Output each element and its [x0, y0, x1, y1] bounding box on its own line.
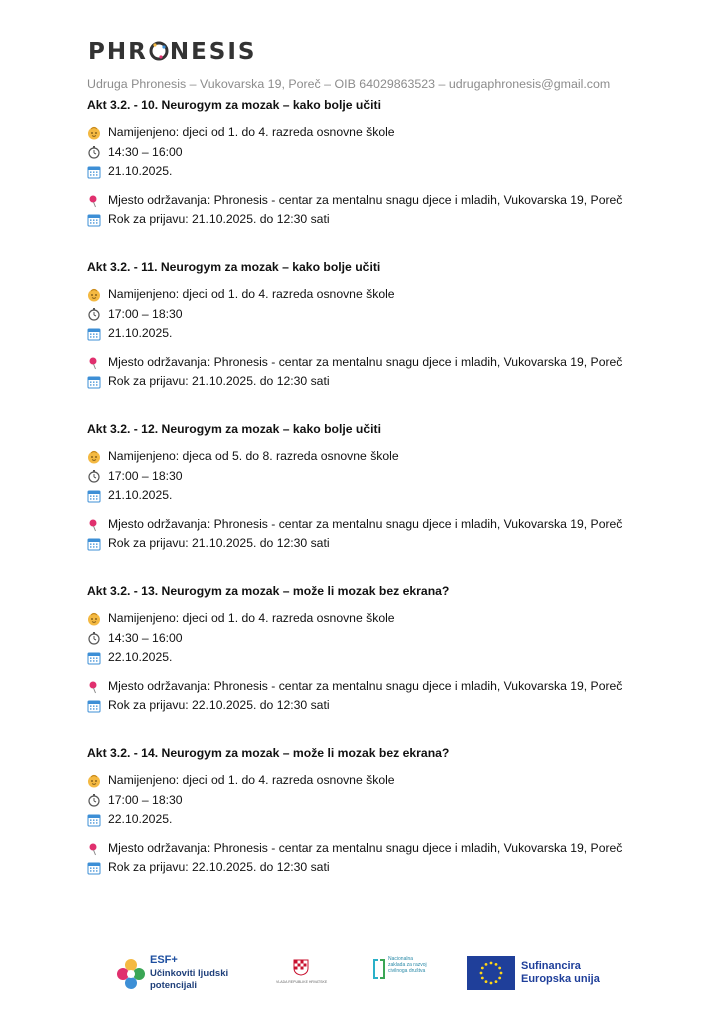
- pin-icon: [87, 842, 101, 856]
- location-row: [87, 353, 687, 373]
- eu-line1: Sufinancira: [521, 960, 581, 972]
- phronesis-logo: [88, 38, 256, 66]
- activity-block: [87, 582, 687, 716]
- eu-star: [490, 962, 493, 965]
- date-text: 22.10.2025.: [108, 812, 173, 827]
- date-row: [87, 486, 687, 506]
- location-text: Mjesto održavanja: Phronesis - centar za mentalnu snagu djece i mladih, Vukovarska 19, Poreč: [108, 354, 623, 369]
- calendar-icon: [87, 861, 101, 875]
- child-face-icon: [87, 288, 101, 302]
- location-row: [87, 839, 687, 859]
- child-face-icon: [87, 126, 101, 140]
- calendar-icon: [87, 165, 101, 179]
- time-row: [87, 791, 687, 811]
- audience-text: Namijenjeno: djeci od 1. do 4. razreda osnovne škole: [108, 125, 395, 139]
- deadline-text: Rok za prijavu: 21.10.2025. do 12:30 sati: [108, 212, 330, 227]
- date-row: [87, 324, 687, 344]
- location-text: Mjesto održavanja: Phronesis - centar za mentalnu snagu djece i mladih, Vukovarska 19, Poreč: [108, 516, 623, 531]
- logo-o-icon: [149, 41, 169, 61]
- time-row: [87, 467, 687, 487]
- eu-cofunded-logo: [467, 956, 607, 990]
- activity-block: [87, 96, 687, 230]
- eu-star: [498, 977, 501, 980]
- time-row: [87, 143, 687, 163]
- audience-text: Namijenjeno: djeci od 1. do 4. razreda osnovne škole: [108, 773, 395, 787]
- audience-row: [87, 285, 687, 305]
- child-face-icon: [87, 450, 101, 464]
- location-row: [87, 191, 687, 211]
- activity-title: Akt 3.2. - 11. Neurogym za mozak – kako bolje učiti: [87, 260, 381, 274]
- activity-block: [87, 258, 687, 392]
- eu-line2: Europska unija: [521, 973, 600, 985]
- location-text: Mjesto održavanja: Phronesis - centar za mentalnu snagu djece i mladih, Vukovarska 19, Poreč: [108, 840, 623, 855]
- activity-title: Akt 3.2. - 12. Neurogym za mozak – kako bolje učiti: [87, 422, 381, 436]
- date-text: 21.10.2025.: [108, 488, 173, 503]
- deadline-text: Rok za prijavu: 22.10.2025. do 12:30 sati: [108, 698, 330, 713]
- child-face-icon: [87, 612, 101, 626]
- eu-star: [481, 977, 484, 980]
- eu-star: [481, 967, 484, 970]
- location-text: Mjesto održavanja: Phronesis - centar za mentalnu snagu djece i mladih, Vukovarska 19, Poreč: [108, 678, 623, 693]
- deadline-row: [87, 534, 687, 554]
- activity-title: Akt 3.2. - 14. Neurogym za mozak – može li mozak bez ekrana?: [87, 746, 450, 760]
- stopwatch-icon: [87, 631, 101, 645]
- eu-star: [500, 972, 503, 975]
- time-text: 14:30 – 16:00: [108, 630, 183, 645]
- funding-logos-footer: [0, 948, 723, 998]
- deadline-text: Rok za prijavu: 22.10.2025. do 12:30 sati: [108, 860, 330, 875]
- stopwatch-icon: [87, 469, 101, 483]
- eu-star: [498, 967, 501, 970]
- audience-text: Namijenjeno: djeca od 5. do 8. razreda osnovne škole: [108, 449, 399, 463]
- esf-flower-icon: [116, 956, 146, 992]
- esf-plus-label: ESF+: [150, 954, 178, 966]
- calendar-icon: [87, 489, 101, 503]
- time-text: 14:30 – 16:00: [108, 144, 183, 159]
- time-row: [87, 305, 687, 325]
- audience-text: Namijenjeno: djeci od 1. do 4. razreda osnovne škole: [108, 287, 395, 301]
- national-foundation-logo: [372, 956, 442, 996]
- deadline-row: [87, 858, 687, 878]
- calendar-icon: [87, 213, 101, 227]
- activity-block: [87, 744, 687, 878]
- date-row: [87, 648, 687, 668]
- esf-program-line2: potencijali: [150, 980, 197, 991]
- calendar-icon: [87, 375, 101, 389]
- date-text: 21.10.2025.: [108, 326, 173, 341]
- location-text: Mjesto održavanja: Phronesis - centar za mentalnu snagu djece i mladih, Vukovarska 19, Poreč: [108, 192, 623, 207]
- bracket-icon: [372, 958, 386, 980]
- activity-title: Akt 3.2. - 10. Neurogym za mozak – kako bolje učiti: [87, 98, 381, 112]
- date-row: [87, 810, 687, 830]
- calendar-icon: [87, 327, 101, 341]
- pin-icon: [87, 194, 101, 208]
- eu-star: [485, 963, 488, 966]
- audience-row: [87, 771, 687, 791]
- calendar-icon: [87, 537, 101, 551]
- esf-logo: [116, 954, 236, 994]
- calendar-icon: [87, 699, 101, 713]
- croatian-government-logo: [276, 958, 326, 994]
- eu-star: [480, 972, 483, 975]
- location-row: [87, 515, 687, 535]
- eu-star: [495, 980, 498, 983]
- audience-row: [87, 609, 687, 629]
- time-row: [87, 629, 687, 649]
- eu-star: [495, 963, 498, 966]
- foundation-caption: Nacionalna zaklada za razvoj civilnoga društva: [388, 956, 427, 974]
- pin-icon: [87, 356, 101, 370]
- eu-star: [490, 982, 493, 985]
- deadline-row: [87, 696, 687, 716]
- esf-program-line1: Učinkoviti ljudski: [150, 968, 229, 979]
- eu-star: [485, 980, 488, 983]
- stopwatch-icon: [87, 793, 101, 807]
- deadline-text: Rok za prijavu: 21.10.2025. do 12:30 sati: [108, 536, 330, 551]
- audience-row: [87, 123, 687, 143]
- eu-stars-icon: [467, 956, 515, 990]
- pin-icon: [87, 680, 101, 694]
- calendar-icon: [87, 651, 101, 665]
- date-text: 21.10.2025.: [108, 164, 173, 179]
- date-row: [87, 162, 687, 182]
- audience-row: [87, 447, 687, 467]
- activity-block: [87, 420, 687, 554]
- deadline-text: Rok za prijavu: 21.10.2025. do 12:30 sati: [108, 374, 330, 389]
- audience-text: Namijenjeno: djeci od 1. do 4. razreda osnovne škole: [108, 611, 395, 625]
- time-text: 17:00 – 18:30: [108, 468, 183, 483]
- activity-title: Akt 3.2. - 13. Neurogym za mozak – može li mozak bez ekrana?: [87, 584, 450, 598]
- child-face-icon: [87, 774, 101, 788]
- location-row: [87, 677, 687, 697]
- government-caption: VLADA REPUBLIKE HRVATSKE: [276, 980, 328, 984]
- time-text: 17:00 – 18:30: [108, 792, 183, 807]
- time-text: 17:00 – 18:30: [108, 306, 183, 321]
- deadline-row: [87, 372, 687, 392]
- pin-icon: [87, 518, 101, 532]
- organization-info: Udruga Phronesis – Vukovarska 19, Poreč – OIB 64029863523 – udrugaphronesis@gmail.com: [87, 77, 611, 91]
- eu-flag-icon: [467, 956, 515, 990]
- deadline-row: [87, 210, 687, 230]
- stopwatch-icon: [87, 307, 101, 321]
- calendar-icon: [87, 813, 101, 827]
- logo-text: PHR NESIS: [88, 39, 257, 65]
- eu-cofunded-text: [521, 960, 600, 986]
- coat-of-arms-icon: [293, 958, 309, 976]
- date-text: 22.10.2025.: [108, 650, 173, 665]
- stopwatch-icon: [87, 145, 101, 159]
